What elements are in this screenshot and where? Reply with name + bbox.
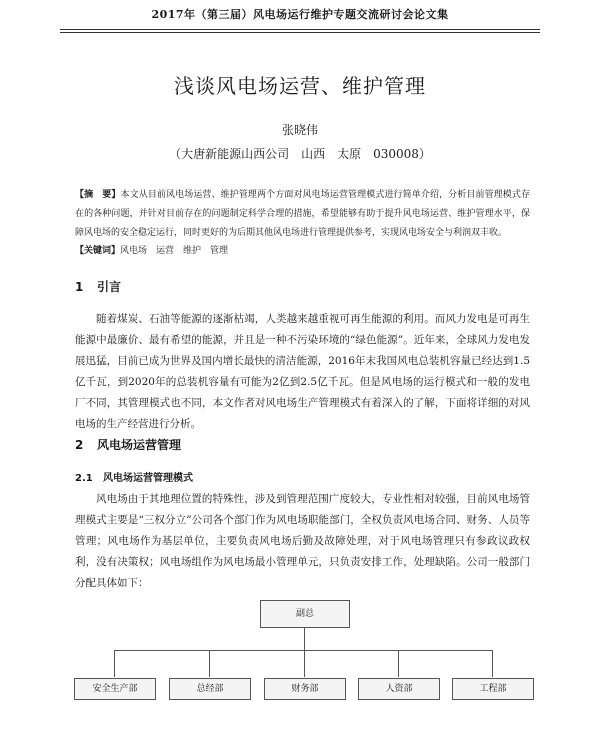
org-chart (70, 592, 540, 712)
org-connector (398, 650, 399, 677)
section-heading-intro (75, 278, 121, 295)
author-affiliation: （大唐新能源山西公司 山西 太原 030008） (169, 147, 431, 161)
header-rule-double (60, 32, 540, 33)
subsection-title: 风电场运营管理模式 (103, 473, 193, 484)
header-rule (60, 29, 540, 30)
abstract-text: 本文从目前风电场运营、维护管理两个方面对风电场运营管理模式进行简单介绍，分析目前管理模式存在的各种问题，并针对目前存在的问题制定科学合理的措施，希望能够有助于提升风电场运营、维护管理水平，保障风电场的安全稳定运行，同时更好的为后期其他风电场进行管理提供参考，实现风电场安全与利润双丰收。 (75, 190, 530, 238)
org-dept-box: 总经部 (169, 678, 251, 700)
paper-title: 浅谈风电场运营、维护管理 (174, 74, 426, 98)
org-connector (304, 627, 305, 650)
section-title: 引言 (97, 280, 122, 294)
section-number: 1 (75, 280, 84, 294)
subsection-number: 2.1 (75, 473, 93, 484)
keywords-text: 风电场 运营 维护 管理 (120, 246, 229, 256)
org-connector (304, 650, 305, 677)
section-title: 风电场运营管理 (97, 438, 182, 452)
org-dept-box: 工程部 (452, 678, 534, 700)
intro-paragraph: 随着煤炭、石油等能源的逐渐枯竭，人类越来越重视可再生能源的利用。而风力发电是可再生能源中最廉价、最有希望的能源，并且是一种不污染环境的“绿色能源”。近年来，全球风力发电发展迅猛，目前已成为世界及国内增长最快的清洁能源，2016年末我国风电总装机容量已经达到1.5亿千瓦，到2020年的总装机容量有可能为2亿到2.5亿千瓦。但是风电场的运行模式和一般的发电厂不同，其管理模式也不同，本文作者对风电场生产管理模式有着深入的了解，下面将详细的对风电场的生产经营进行分析。 (75, 313, 530, 430)
running-header: 2017年（第三届）风电场运行维护专题交流研讨会论文集 (151, 8, 449, 21)
keywords-label: 【关键词】 (75, 246, 121, 256)
org-connector (114, 650, 115, 677)
org-dept-box: 人资部 (358, 678, 440, 700)
abstract-label: 【摘 要】 (75, 190, 121, 200)
section-number: 2 (75, 438, 84, 452)
org-connector (114, 650, 492, 651)
org-connector (209, 650, 210, 677)
author-name: 张晓伟 (281, 123, 318, 137)
keywords (75, 243, 530, 256)
org-root-box: 副总 (260, 600, 350, 628)
org-dept-box: 财务部 (264, 678, 346, 700)
org-dept-box: 安全生产部 (74, 678, 156, 700)
subsection-heading (75, 469, 193, 484)
abstract (75, 186, 530, 243)
org-connector (492, 650, 493, 677)
section-heading-operations (75, 436, 181, 453)
operations-paragraph: 风电场由于其地理位置的特殊性，涉及到管理范围广度较大，专业性相对较强，目前风电场管理模式主要是“三权分立”公司各个部门作为风电场职能部门，全权负责风电场合同、财务、人员等管理；风电场作为基层单位，主要负责风电场后勤及故障处理，对于风电场管理只有参政议政权利，没有决策权；风电场组作为风电场最小管理单元，只负责安排工作，处理缺陷。公司一般部门分配具体如下： (75, 493, 530, 589)
